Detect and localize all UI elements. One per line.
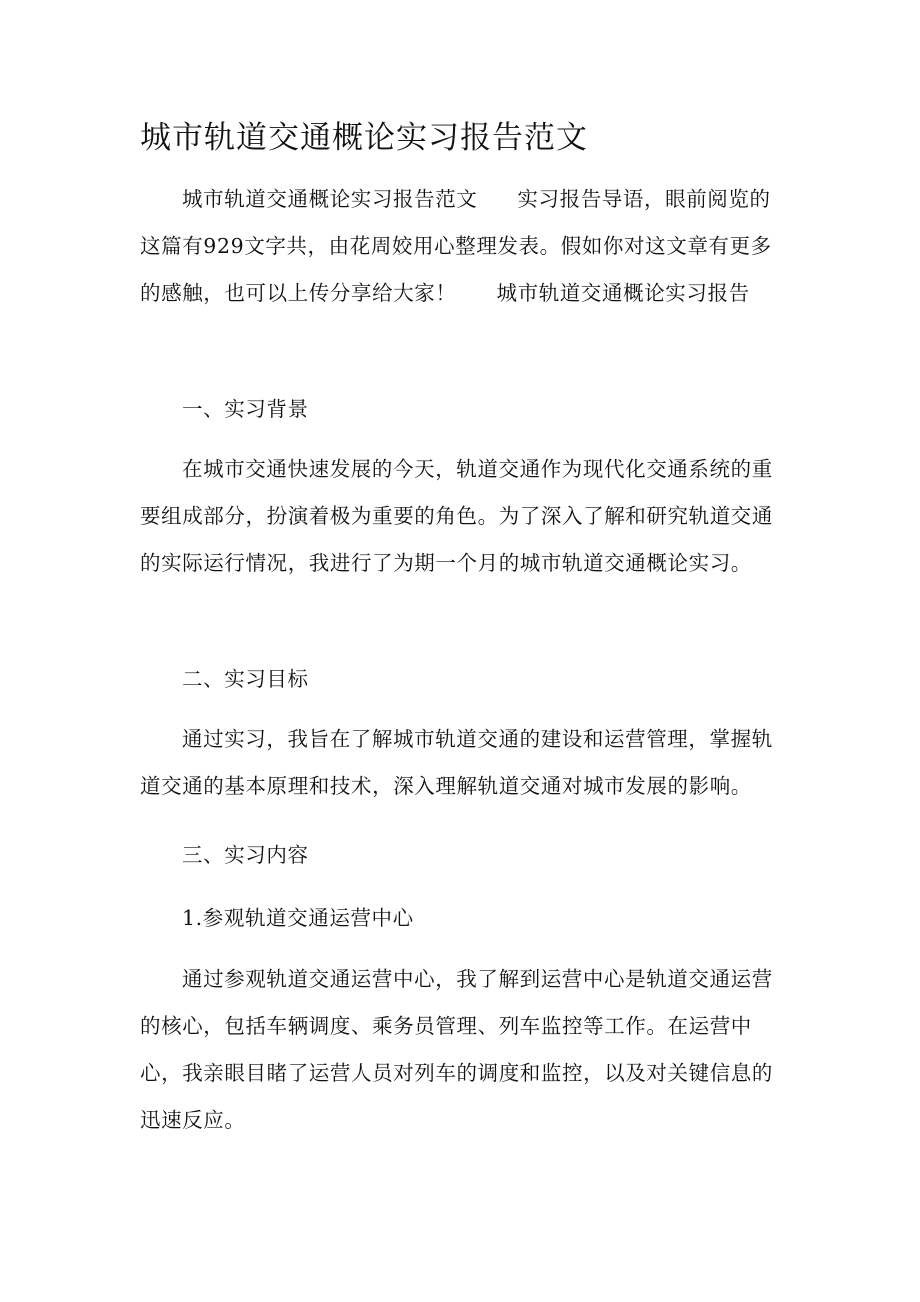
intro-paragraph xyxy=(140,176,780,317)
intro-guide-text: 实习报告导语，眼前阅览的这篇有929文字共，由花周姣用心整理发表。假如你对这文章有更多的感触，也可以上传分享给大家！ xyxy=(140,187,772,305)
subsection-heading-operations-center: 1.参观轨道交通运营中心 xyxy=(182,906,414,930)
document-title: 城市轨道交通概论实习报告范文 xyxy=(140,120,588,156)
section-heading-goals: 二、实习目标 xyxy=(182,667,309,691)
section-heading-background: 一、实习背景 xyxy=(182,397,309,421)
section-heading-content: 三、实习内容 xyxy=(182,843,309,867)
intro-report-title: 城市轨道交通概论实习报告 xyxy=(496,281,750,305)
intro-title-repeat: 城市轨道交通概论实习报告范文 xyxy=(182,187,478,211)
section-paragraph-operations-center: 通过参观轨道交通运营中心，我了解到运营中心是轨道交通运营的核心，包括车辆调度、乘务员管理、列车监控等工作。在运营中心，我亲眼目睹了运营人员对列车的调度和监控，以及对关键信息的迅速反应。 xyxy=(140,967,773,1132)
section-paragraph-background: 在城市交通快速发展的今天，轨道交通作为现代化交通系统的重要组成部分，扮演着极为重要的角色。为了深入了解和研究轨道交通的实际运行情况，我进行了为期一个月的城市轨道交通概论实习。 xyxy=(140,457,773,575)
section-paragraph-goals: 通过实习，我旨在了解城市轨道交通的建设和运营管理，掌握轨道交通的基本原理和技术，深入理解轨道交通对城市发展的影响。 xyxy=(140,727,773,798)
